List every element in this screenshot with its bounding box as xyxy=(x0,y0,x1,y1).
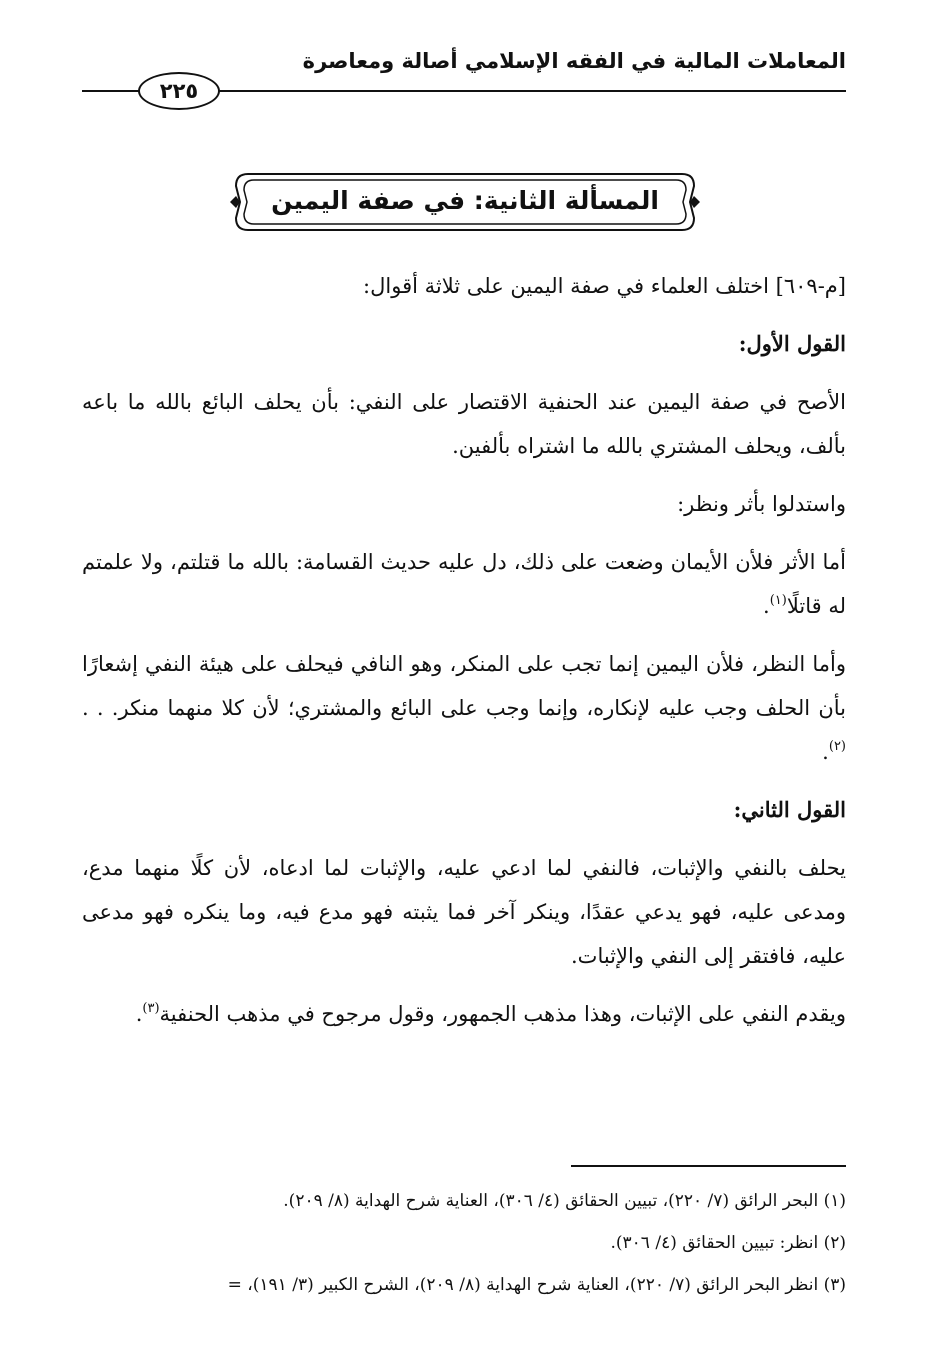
footnote-ref-1[interactable]: (١) xyxy=(769,593,787,608)
second-opinion-paragraph: يحلف بالنفي والإثبات، فالنفي لما ادعي عليه، والإثبات لما ادعاه، لأن كلًا منهما مدع، ومدعى عليه، فهو يدعي عقدًا، وينكر آخر فما يثبته فهو مدع فيه، وما ينكره فهو مدعى عليه، فافتقر إلى النفي والإثبات. xyxy=(82,856,846,968)
section-title-frame xyxy=(228,170,702,234)
nazar-text: وأما النظر، فلأن اليمين إنما تجب على المنكر، وهو النافي فيحلف على هيئة النفي إشعارًا بأن الحلف وجب عليه لإنكاره، وإنما وجب على البائع والمشتري؛ لأن كلا منهما منكر. . . xyxy=(82,652,846,720)
footnote-ref-2[interactable]: (٢) xyxy=(828,739,846,754)
footnote-ref-3[interactable]: (٣) xyxy=(142,1001,160,1016)
section-title: المسألة الثانية: في صفة اليمين xyxy=(271,186,659,215)
athar-text: أما الأثر فلأن الأيمان وضعت على ذلك، دل عليه حديث القسامة: بالله ما قتلتم، ولا علمتم له قاتلًا xyxy=(82,550,846,618)
footnotes xyxy=(82,1180,846,1306)
nazar-end: . xyxy=(822,740,829,764)
nazar-paragraph xyxy=(82,642,846,774)
footnote-1: (١) البحر الرائق (٧/ ٢٢٠)، تبيين الحقائق (٤/ ٣٠٦)، العناية شرح الهداية (٨/ ٢٠٩). xyxy=(283,1191,846,1211)
intro-paragraph: [م-٦٠٩] اختلف العلماء في صفة اليمين على ثلاثة أقوال: xyxy=(363,274,846,298)
precedence-end: . xyxy=(135,1002,143,1026)
first-opinion-heading: القول الأول: xyxy=(738,331,846,356)
athar-end: . xyxy=(763,594,770,618)
evidence-intro-paragraph: واستدلوا بأثر ونظر: xyxy=(677,492,846,516)
first-opinion-paragraph: الأصح في صفة اليمين عند الحنفية الاقتصار على النفي: بأن يحلف البائع بالله ما باعه بألف، ويحلف المشتري بالله ما اشتراه بألفين. xyxy=(82,390,846,458)
footnote-2: (٢) انظر: تبيين الحقائق (٤/ ٣٠٦). xyxy=(610,1233,846,1253)
running-title: المعاملات المالية في الفقه الإسلامي أصالة ومعاصرة xyxy=(302,49,846,73)
main-text xyxy=(82,264,846,1050)
precedence-paragraph xyxy=(82,992,846,1036)
footnote-3: (٣) انظر البحر الرائق (٧/ ٢٢٠)، العناية شرح الهداية (٨/ ٢٠٩)، الشرح الكبير (٣/ ١٩١)، = xyxy=(227,1275,846,1295)
athar-paragraph xyxy=(82,540,846,628)
footnote-separator xyxy=(571,1165,846,1167)
page-number: ٢٢٥ xyxy=(138,72,220,110)
second-opinion-heading: القول الثاني: xyxy=(733,797,846,822)
precedence-text: ويقدم النفي على الإثبات، وهذا مذهب الجمهور، وقول مرجوح في مذهب الحنفية xyxy=(159,1002,846,1026)
